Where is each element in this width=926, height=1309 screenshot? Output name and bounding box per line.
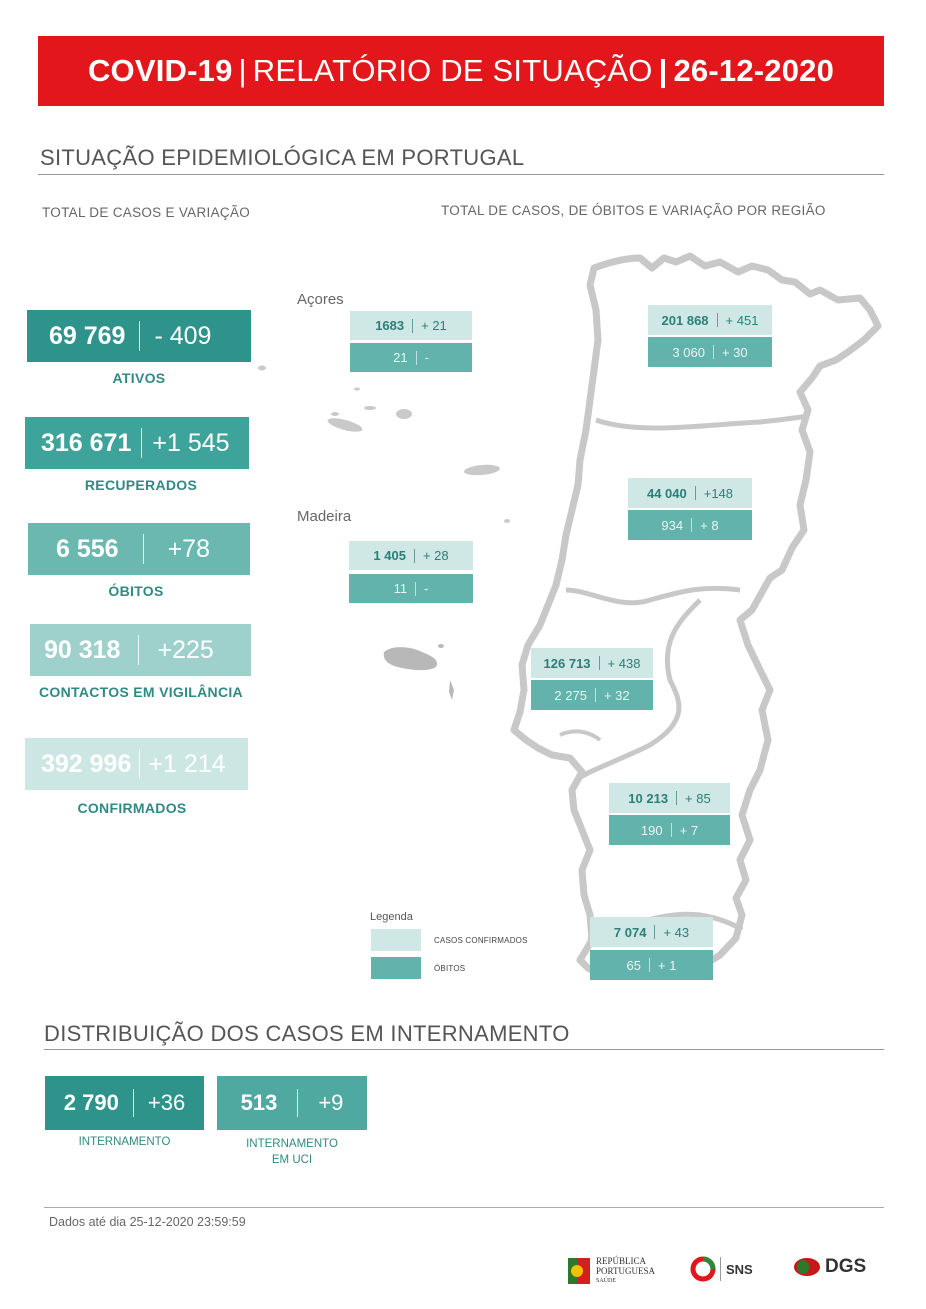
dgs-text: DGS — [825, 1256, 867, 1277]
stat-confirmed-value: 392 996 — [41, 749, 132, 778]
acores-islands — [258, 366, 510, 524]
republica-portuguesa-logo — [568, 1256, 655, 1286]
alentejo-deaths-box — [609, 815, 730, 845]
hosp-separator — [133, 1089, 134, 1117]
madeira-cases-value: 1 405 — [373, 548, 406, 563]
hosp-icu-variation: +9 — [318, 1090, 344, 1115]
stat-contacts-variation: +225 — [157, 635, 214, 664]
algarve-deaths-value: 65 — [626, 957, 642, 973]
header-separator-2: | — [658, 53, 668, 88]
stat-recovered-variation: +1 545 — [152, 428, 230, 457]
alentejo-deaths-variation: + 7 — [679, 822, 699, 838]
lvt-cases-box — [531, 648, 653, 678]
madeira-deaths-value: 11 — [393, 581, 408, 596]
acores-deaths-variation: - — [424, 350, 429, 365]
algarve-deaths-box — [590, 950, 713, 980]
dgs-emblem-icon — [793, 1256, 821, 1278]
box-divider — [599, 656, 600, 670]
legend-label-deaths: ÓBITOS — [434, 964, 466, 973]
acores-deaths-box — [350, 343, 472, 372]
republica-text-2: PORTUGUESA — [596, 1266, 655, 1276]
footer-data-date: Dados até dia 25-12-2020 23:59:59 — [49, 1215, 246, 1229]
label-acores: Açores — [297, 291, 344, 308]
footer-divider — [44, 1207, 884, 1208]
stat-deaths-variation: +78 — [167, 534, 210, 563]
sns-logo — [690, 1256, 753, 1282]
madeira-deaths-box — [349, 574, 473, 603]
norte-deaths-value: 3 060 — [672, 344, 705, 360]
norte-deaths-variation: + 30 — [721, 344, 748, 360]
section-divider — [44, 1049, 884, 1050]
subtitle-region-cases: TOTAL DE CASOS, DE ÓBITOS E VARIAÇÃO POR REGIÃO — [441, 203, 826, 218]
centro-deaths-box — [628, 510, 752, 540]
box-divider — [691, 518, 692, 532]
acores-deaths-value: 21 — [393, 350, 408, 365]
norte-cases-value: 201 868 — [661, 312, 709, 328]
algarve-cases-box — [590, 917, 713, 947]
box-divider — [416, 351, 417, 365]
lvt-cases-variation: + 438 — [607, 655, 641, 671]
republica-emblem-icon — [568, 1258, 590, 1284]
header-title-covid: COVID-19 — [87, 53, 233, 88]
norte-cases-box — [648, 305, 772, 335]
stat-active-value: 69 769 — [49, 321, 126, 350]
stat-deaths-value: 6 556 — [56, 534, 119, 563]
box-divider — [671, 823, 672, 837]
madeira-islands — [384, 644, 454, 700]
stat-recovered-value: 316 671 — [41, 428, 132, 457]
alentejo-cases-value: 10 213 — [628, 790, 669, 806]
box-divider — [654, 925, 655, 939]
legend-swatch-deaths — [371, 957, 421, 979]
stat-confirmed-variation: +1 214 — [148, 749, 226, 778]
stat-contacts-label: CONTACTOS EM VIGILÂNCIA — [39, 684, 243, 700]
box-divider — [695, 486, 696, 500]
alentejo-deaths-value: 190 — [640, 822, 663, 838]
centro-deaths-value: 934 — [661, 517, 684, 533]
madeira-cases-box — [349, 541, 473, 570]
subtitle-total-cases: TOTAL DE CASOS E VARIAÇÃO — [42, 205, 251, 220]
section-title-hospitalization: DISTRIBUIÇÃO DOS CASOS EM INTERNAMENTO — [44, 1021, 570, 1046]
box-divider — [676, 791, 677, 805]
lvt-deaths-value: 2 275 — [554, 687, 587, 703]
stat-recovered-label: RECUPERADOS — [84, 477, 198, 493]
stat-contacts-value: 90 318 — [44, 635, 121, 664]
box-divider — [595, 688, 596, 702]
acores-cases-box — [350, 311, 472, 340]
legend-swatch-cases — [371, 929, 421, 951]
box-divider — [717, 313, 718, 327]
centro-deaths-variation: + 8 — [700, 517, 719, 533]
header-title-date: 26-12-2020 — [673, 53, 835, 88]
madeira-deaths-variation: - — [424, 581, 429, 596]
lvt-deaths-box — [531, 680, 653, 710]
norte-cases-variation: + 451 — [725, 312, 759, 328]
box-divider — [649, 958, 650, 972]
centro-cases-variation: +148 — [703, 485, 734, 501]
lvt-deaths-variation: + 32 — [603, 687, 630, 703]
algarve-cases-variation: + 43 — [663, 924, 690, 940]
hosp-icu-value: 513 — [240, 1090, 278, 1115]
centro-cases-box — [628, 478, 752, 508]
lvt-cases-value: 126 713 — [543, 655, 591, 671]
stat-confirmed-label: CONFIRMADOS — [77, 800, 187, 816]
hosp-internment-variation: +36 — [147, 1090, 186, 1115]
sns-divider — [720, 1257, 721, 1281]
alentejo-cases-variation: + 85 — [685, 790, 711, 806]
hosp-icu-label-line1: INTERNAMENTO — [246, 1138, 338, 1150]
legend-label-cases: CASOS CONFIRMADOS — [434, 936, 528, 945]
centro-cases-value: 44 040 — [646, 485, 687, 501]
label-madeira: Madeira — [297, 508, 352, 525]
header-separator: | — [238, 53, 247, 88]
republica-text-3: SAÚDE — [596, 1278, 617, 1284]
sns-text: SNS — [726, 1261, 753, 1277]
hosp-internment-label: INTERNAMENTO — [78, 1136, 171, 1148]
algarve-deaths-variation: + 1 — [658, 957, 677, 973]
legend-title: Legenda — [370, 911, 413, 923]
box-divider — [414, 549, 415, 563]
header-title-report: RELATÓRIO DE SITUAÇÃO — [252, 53, 653, 88]
stat-deaths-label: ÓBITOS — [108, 583, 164, 599]
stat-active-variation: - 409 — [154, 321, 212, 350]
acores-cases-variation: + 21 — [421, 318, 447, 333]
hosp-icu-label-line2: EM UCI — [271, 1154, 313, 1166]
stat-active-label: ATIVOS — [112, 370, 166, 386]
hosp-internment-value: 2 790 — [63, 1090, 119, 1115]
sns-ring-icon — [690, 1256, 716, 1282]
madeira-cases-variation: + 28 — [422, 548, 449, 563]
box-divider — [412, 319, 413, 333]
hosp-box-icu — [217, 1076, 367, 1130]
algarve-cases-value: 7 074 — [613, 924, 647, 940]
acores-cases-value: 1683 — [375, 318, 405, 333]
norte-deaths-box — [648, 337, 772, 367]
republica-text-1: REPÚBLICA — [596, 1256, 647, 1266]
dgs-logo — [793, 1256, 866, 1278]
hosp-box-internment — [45, 1076, 204, 1130]
box-divider — [415, 582, 416, 596]
alentejo-cases-box — [609, 783, 730, 813]
lisbon-estuary — [560, 731, 600, 740]
hosp-icu-label — [217, 1136, 367, 1168]
section-title-epidemiological: SITUAÇÃO EPIDEMIOLÓGICA EM PORTUGAL — [40, 145, 525, 170]
box-divider — [713, 345, 714, 359]
hosp-separator — [297, 1089, 298, 1117]
